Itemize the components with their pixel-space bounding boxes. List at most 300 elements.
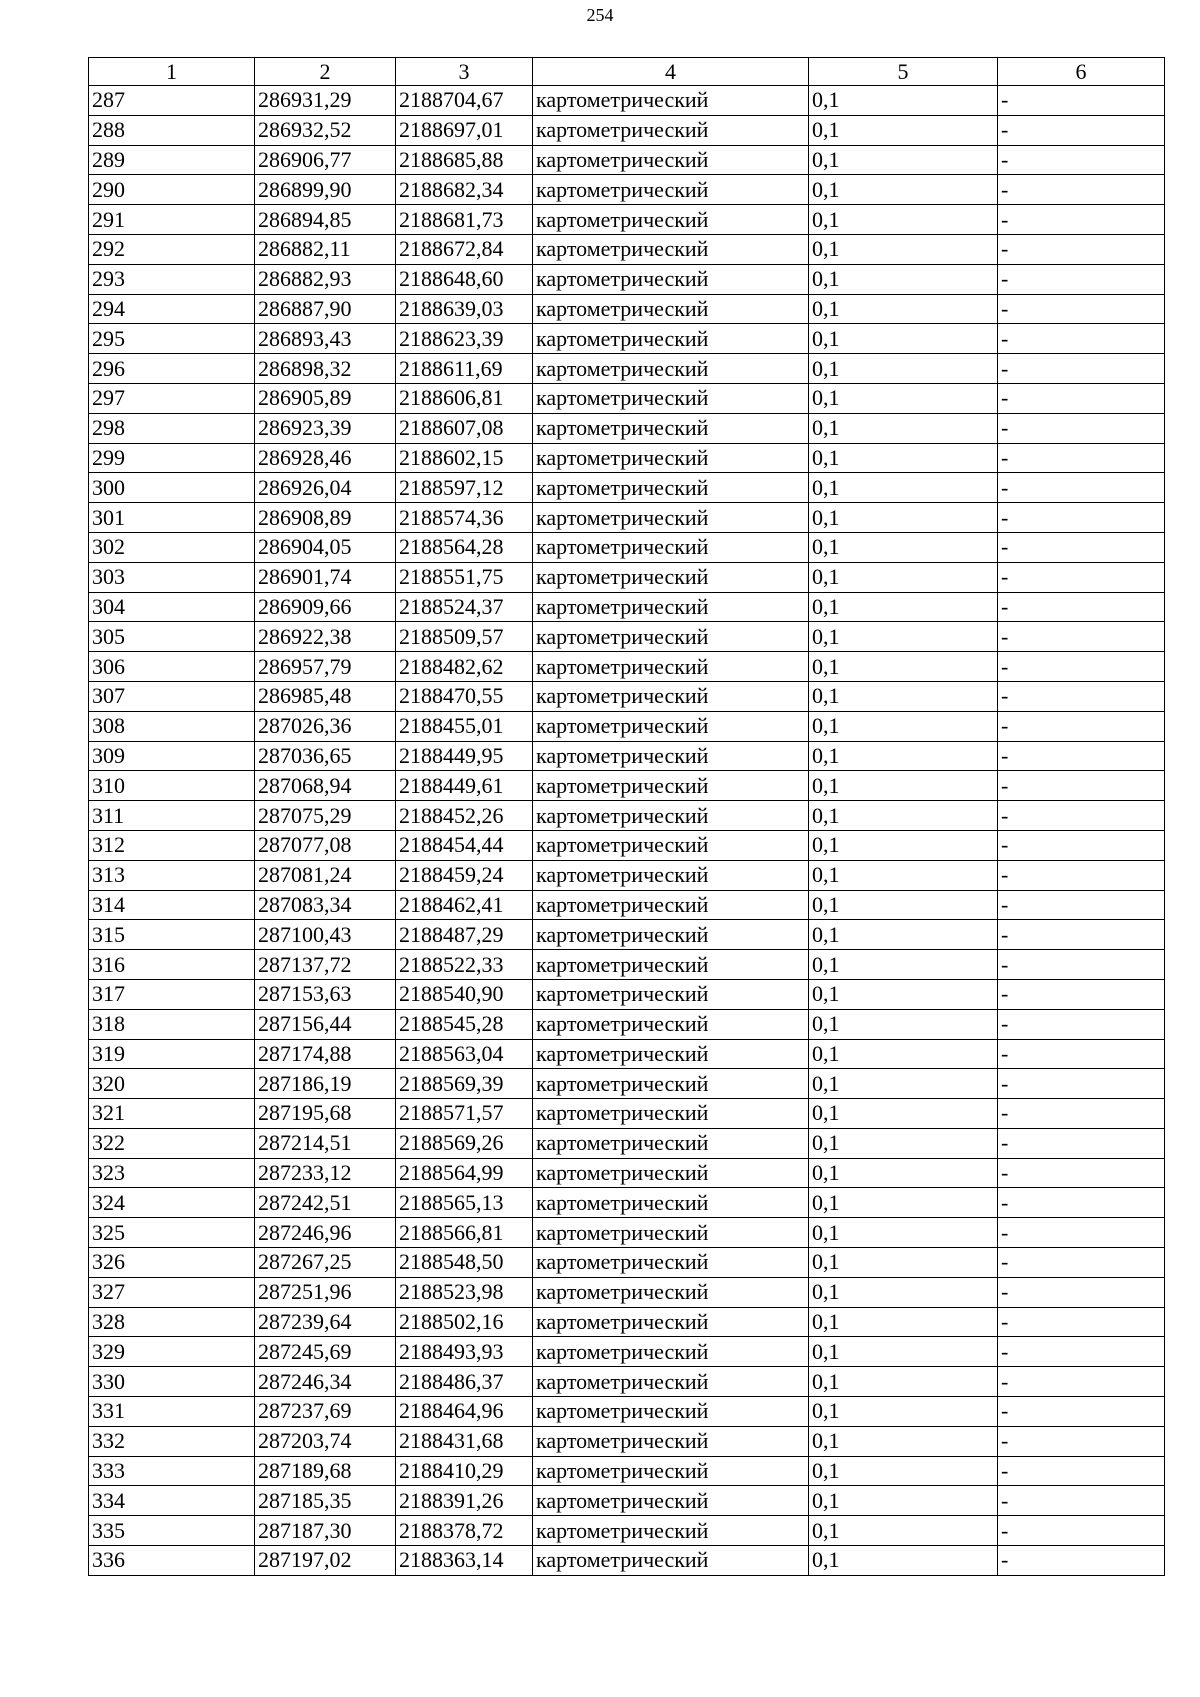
table-cell: 311 bbox=[89, 801, 255, 831]
table-cell: - bbox=[998, 801, 1165, 831]
table-cell: - bbox=[998, 324, 1165, 354]
table-row bbox=[89, 413, 1165, 443]
table-cell: 287251,96 bbox=[255, 1277, 396, 1307]
table-row bbox=[89, 1009, 1165, 1039]
table-cell: 2188574,36 bbox=[396, 503, 533, 533]
table-cell: - bbox=[998, 681, 1165, 711]
column-header: 6 bbox=[998, 58, 1165, 86]
table-cell: 304 bbox=[89, 592, 255, 622]
table-cell: 0,1 bbox=[809, 1367, 998, 1397]
table-cell: - bbox=[998, 532, 1165, 562]
table-cell: 2188509,57 bbox=[396, 622, 533, 652]
table-cell: 0,1 bbox=[809, 1218, 998, 1248]
table-cell: картометрический bbox=[533, 234, 809, 264]
column-header: 2 bbox=[255, 58, 396, 86]
table-cell: картометрический bbox=[533, 413, 809, 443]
table-cell: 296 bbox=[89, 354, 255, 384]
table-row bbox=[89, 711, 1165, 741]
table-cell: 318 bbox=[89, 1009, 255, 1039]
table-cell: картометрический bbox=[533, 1456, 809, 1486]
table-cell: 336 bbox=[89, 1546, 255, 1576]
table-cell: картометрический bbox=[533, 443, 809, 473]
table-cell: 0,1 bbox=[809, 1307, 998, 1337]
table-cell: картометрический bbox=[533, 324, 809, 354]
table-cell: 0,1 bbox=[809, 741, 998, 771]
table-cell: - bbox=[998, 592, 1165, 622]
table-row bbox=[89, 592, 1165, 622]
table-cell: 287197,02 bbox=[255, 1546, 396, 1576]
table-cell: - bbox=[998, 175, 1165, 205]
table-cell: 0,1 bbox=[809, 1486, 998, 1516]
table-cell: 0,1 bbox=[809, 1456, 998, 1486]
table-cell: 286901,74 bbox=[255, 562, 396, 592]
table-row bbox=[89, 1397, 1165, 1427]
table-cell: 2188431,68 bbox=[396, 1426, 533, 1456]
table-row bbox=[89, 324, 1165, 354]
table-row bbox=[89, 1039, 1165, 1069]
table-row bbox=[89, 1128, 1165, 1158]
table-row bbox=[89, 234, 1165, 264]
table-cell: 0,1 bbox=[809, 145, 998, 175]
table-cell: 328 bbox=[89, 1307, 255, 1337]
table-cell: - bbox=[998, 1277, 1165, 1307]
table-cell: 2188482,62 bbox=[396, 652, 533, 682]
table-cell: 320 bbox=[89, 1069, 255, 1099]
table-cell: 287233,12 bbox=[255, 1158, 396, 1188]
table-row bbox=[89, 1516, 1165, 1546]
table-cell: картометрический bbox=[533, 890, 809, 920]
table-row bbox=[89, 652, 1165, 682]
table-row bbox=[89, 830, 1165, 860]
table-cell: картометрический bbox=[533, 592, 809, 622]
table-row bbox=[89, 920, 1165, 950]
table-cell: 0,1 bbox=[809, 354, 998, 384]
table-row bbox=[89, 205, 1165, 235]
table-cell: 303 bbox=[89, 562, 255, 592]
table-cell: 312 bbox=[89, 830, 255, 860]
table-cell: 2188611,69 bbox=[396, 354, 533, 384]
table-row bbox=[89, 145, 1165, 175]
table-cell: - bbox=[998, 1307, 1165, 1337]
table-cell: картометрический bbox=[533, 1486, 809, 1516]
table-cell: - bbox=[998, 1516, 1165, 1546]
table-cell: 287246,34 bbox=[255, 1367, 396, 1397]
table-cell: картометрический bbox=[533, 830, 809, 860]
table-cell: 287026,36 bbox=[255, 711, 396, 741]
table-row bbox=[89, 1337, 1165, 1367]
table-cell: 2188597,12 bbox=[396, 473, 533, 503]
table-cell: 297 bbox=[89, 383, 255, 413]
table-cell: - bbox=[998, 264, 1165, 294]
table-cell: 286908,89 bbox=[255, 503, 396, 533]
table-cell: картометрический bbox=[533, 86, 809, 116]
table-cell: 2188551,75 bbox=[396, 562, 533, 592]
table-cell: 0,1 bbox=[809, 413, 998, 443]
table-cell: - bbox=[998, 383, 1165, 413]
table-cell: 287242,51 bbox=[255, 1188, 396, 1218]
table-cell: 2188462,41 bbox=[396, 890, 533, 920]
table-cell: картометрический bbox=[533, 860, 809, 890]
table-row bbox=[89, 622, 1165, 652]
table-cell: картометрический bbox=[533, 1307, 809, 1337]
table-cell: 0,1 bbox=[809, 175, 998, 205]
table-row bbox=[89, 860, 1165, 890]
table-cell: 335 bbox=[89, 1516, 255, 1546]
table-cell: 2188602,15 bbox=[396, 443, 533, 473]
table-cell: 0,1 bbox=[809, 801, 998, 831]
table-cell: 2188454,44 bbox=[396, 830, 533, 860]
table-cell: 286882,93 bbox=[255, 264, 396, 294]
table-row bbox=[89, 1367, 1165, 1397]
table-cell: - bbox=[998, 145, 1165, 175]
table-cell: 286899,90 bbox=[255, 175, 396, 205]
table-cell: 322 bbox=[89, 1128, 255, 1158]
table-cell: 0,1 bbox=[809, 1069, 998, 1099]
table-cell: 333 bbox=[89, 1456, 255, 1486]
table-cell: - bbox=[998, 562, 1165, 592]
table-cell: 0,1 bbox=[809, 1426, 998, 1456]
table-cell: 2188704,67 bbox=[396, 86, 533, 116]
table-cell: 2188569,39 bbox=[396, 1069, 533, 1099]
table-cell: картометрический bbox=[533, 622, 809, 652]
table-cell: 291 bbox=[89, 205, 255, 235]
table-cell: - bbox=[998, 1158, 1165, 1188]
table-cell: картометрический bbox=[533, 979, 809, 1009]
table-cell: 286887,90 bbox=[255, 294, 396, 324]
table-row bbox=[89, 264, 1165, 294]
table-cell: 2188502,16 bbox=[396, 1307, 533, 1337]
table-cell: 0,1 bbox=[809, 1516, 998, 1546]
table-cell: - bbox=[998, 1009, 1165, 1039]
table-cell: 0,1 bbox=[809, 920, 998, 950]
table-row bbox=[89, 1486, 1165, 1516]
table-row bbox=[89, 1158, 1165, 1188]
table-cell: 286957,79 bbox=[255, 652, 396, 682]
table-cell: 2188564,99 bbox=[396, 1158, 533, 1188]
table-cell: 0,1 bbox=[809, 652, 998, 682]
table-cell: 0,1 bbox=[809, 383, 998, 413]
table-row bbox=[89, 175, 1165, 205]
table-cell: картометрический bbox=[533, 681, 809, 711]
table-cell: 2188682,34 bbox=[396, 175, 533, 205]
table-cell: 306 bbox=[89, 652, 255, 682]
table-cell: 0,1 bbox=[809, 1009, 998, 1039]
table-cell: 308 bbox=[89, 711, 255, 741]
table-row bbox=[89, 383, 1165, 413]
page-number: 254 bbox=[586, 5, 614, 25]
table-cell: картометрический bbox=[533, 1277, 809, 1307]
table-cell: - bbox=[998, 1456, 1165, 1486]
table-cell: 2188648,60 bbox=[396, 264, 533, 294]
table-cell: картометрический bbox=[533, 1099, 809, 1129]
table-row bbox=[89, 503, 1165, 533]
table-cell: - bbox=[998, 1099, 1165, 1129]
table-cell: 287237,69 bbox=[255, 1397, 396, 1427]
table-cell: 287077,08 bbox=[255, 830, 396, 860]
table-cell: 0,1 bbox=[809, 115, 998, 145]
table-cell: 287156,44 bbox=[255, 1009, 396, 1039]
table-cell: картометрический bbox=[533, 294, 809, 324]
table-row bbox=[89, 443, 1165, 473]
table-cell: картометрический bbox=[533, 950, 809, 980]
table-cell: - bbox=[998, 830, 1165, 860]
table-cell: 0,1 bbox=[809, 1397, 998, 1427]
table-cell: картометрический bbox=[533, 383, 809, 413]
table-cell: 2188672,84 bbox=[396, 234, 533, 264]
table-cell: картометрический bbox=[533, 920, 809, 950]
table-cell: картометрический bbox=[533, 115, 809, 145]
table-cell: картометрический bbox=[533, 1069, 809, 1099]
table-cell: 0,1 bbox=[809, 1158, 998, 1188]
table-cell: 0,1 bbox=[809, 1337, 998, 1367]
table-cell: 287239,64 bbox=[255, 1307, 396, 1337]
table-cell: - bbox=[998, 503, 1165, 533]
table-row bbox=[89, 771, 1165, 801]
table-cell: картометрический bbox=[533, 771, 809, 801]
table-cell: 2188522,33 bbox=[396, 950, 533, 980]
table-cell: 332 bbox=[89, 1426, 255, 1456]
table-cell: 286985,48 bbox=[255, 681, 396, 711]
table-row bbox=[89, 562, 1165, 592]
table-cell: - bbox=[998, 1367, 1165, 1397]
table-cell: - bbox=[998, 622, 1165, 652]
table-cell: 0,1 bbox=[809, 1248, 998, 1278]
table-cell: 2188571,57 bbox=[396, 1099, 533, 1129]
table-cell: 2188681,73 bbox=[396, 205, 533, 235]
table-cell: картометрический bbox=[533, 1009, 809, 1039]
table-cell: 0,1 bbox=[809, 1277, 998, 1307]
table-cell: 286893,43 bbox=[255, 324, 396, 354]
table-cell: 2188607,08 bbox=[396, 413, 533, 443]
table-cell: 324 bbox=[89, 1188, 255, 1218]
table-cell: - bbox=[998, 86, 1165, 116]
table-row bbox=[89, 1456, 1165, 1486]
table-row bbox=[89, 354, 1165, 384]
table-cell: 0,1 bbox=[809, 294, 998, 324]
table-cell: 2188464,96 bbox=[396, 1397, 533, 1427]
table-row bbox=[89, 86, 1165, 116]
table-cell: 0,1 bbox=[809, 562, 998, 592]
table-cell: - bbox=[998, 1218, 1165, 1248]
table-cell: 302 bbox=[89, 532, 255, 562]
table-cell: 2188565,13 bbox=[396, 1188, 533, 1218]
table-cell: 288 bbox=[89, 115, 255, 145]
table-cell: 2188524,37 bbox=[396, 592, 533, 622]
table-cell: 286905,89 bbox=[255, 383, 396, 413]
table-cell: 294 bbox=[89, 294, 255, 324]
table-cell: 2188391,26 bbox=[396, 1486, 533, 1516]
table-cell: 0,1 bbox=[809, 950, 998, 980]
table-cell: - bbox=[998, 294, 1165, 324]
table-row bbox=[89, 681, 1165, 711]
table-cell: 0,1 bbox=[809, 532, 998, 562]
table-cell: - bbox=[998, 1337, 1165, 1367]
table-cell: 2188452,26 bbox=[396, 801, 533, 831]
table-cell: 0,1 bbox=[809, 592, 998, 622]
table-cell: 287137,72 bbox=[255, 950, 396, 980]
table-cell: 0,1 bbox=[809, 503, 998, 533]
table-cell: 295 bbox=[89, 324, 255, 354]
table-cell: 323 bbox=[89, 1158, 255, 1188]
table-cell: 329 bbox=[89, 1337, 255, 1367]
table-cell: - bbox=[998, 1486, 1165, 1516]
table-row bbox=[89, 1218, 1165, 1248]
table-cell: 287 bbox=[89, 86, 255, 116]
table-cell: картометрический bbox=[533, 1426, 809, 1456]
table-cell: 314 bbox=[89, 890, 255, 920]
table-cell: 309 bbox=[89, 741, 255, 771]
table-row bbox=[89, 1426, 1165, 1456]
table-cell: 286898,32 bbox=[255, 354, 396, 384]
table-cell: 287245,69 bbox=[255, 1337, 396, 1367]
table-cell: 0,1 bbox=[809, 681, 998, 711]
table-cell: 2188455,01 bbox=[396, 711, 533, 741]
table-cell: 300 bbox=[89, 473, 255, 503]
table-cell: картометрический bbox=[533, 652, 809, 682]
table-cell: картометрический bbox=[533, 801, 809, 831]
table-cell: - bbox=[998, 1188, 1165, 1218]
table-cell: 0,1 bbox=[809, 860, 998, 890]
table-cell: - bbox=[998, 234, 1165, 264]
table-cell: 2188449,95 bbox=[396, 741, 533, 771]
table-cell: - bbox=[998, 1069, 1165, 1099]
table-cell: - bbox=[998, 473, 1165, 503]
table-cell: 287036,65 bbox=[255, 741, 396, 771]
table-cell: картометрический bbox=[533, 1188, 809, 1218]
table-cell: картометрический bbox=[533, 354, 809, 384]
column-header: 4 bbox=[533, 58, 809, 86]
table-cell: картометрический bbox=[533, 1158, 809, 1188]
table-cell: - bbox=[998, 205, 1165, 235]
table-cell: картометрический bbox=[533, 532, 809, 562]
table-cell: 317 bbox=[89, 979, 255, 1009]
table-row bbox=[89, 1248, 1165, 1278]
table-cell: 0,1 bbox=[809, 324, 998, 354]
table-header-row bbox=[89, 58, 1165, 86]
table-cell: картометрический bbox=[533, 205, 809, 235]
table-cell: 0,1 bbox=[809, 622, 998, 652]
table-cell: 0,1 bbox=[809, 771, 998, 801]
column-header: 3 bbox=[396, 58, 533, 86]
table-cell: 2188493,93 bbox=[396, 1337, 533, 1367]
table-cell: 0,1 bbox=[809, 443, 998, 473]
table-cell: 313 bbox=[89, 860, 255, 890]
table-row bbox=[89, 1069, 1165, 1099]
table-cell: 289 bbox=[89, 145, 255, 175]
table-cell: 286931,29 bbox=[255, 86, 396, 116]
table-cell: 0,1 bbox=[809, 1188, 998, 1218]
table-cell: 2188459,24 bbox=[396, 860, 533, 890]
table-cell: 287267,25 bbox=[255, 1248, 396, 1278]
table-cell: картометрический bbox=[533, 473, 809, 503]
table-cell: 2188378,72 bbox=[396, 1516, 533, 1546]
table-cell: - bbox=[998, 860, 1165, 890]
table-row bbox=[89, 1546, 1165, 1576]
table-cell: 286932,52 bbox=[255, 115, 396, 145]
table-cell: 0,1 bbox=[809, 1128, 998, 1158]
table-cell: 2188569,26 bbox=[396, 1128, 533, 1158]
table-cell: 286923,39 bbox=[255, 413, 396, 443]
table-cell: 0,1 bbox=[809, 711, 998, 741]
table-cell: - bbox=[998, 1397, 1165, 1427]
table-cell: картометрический bbox=[533, 1337, 809, 1367]
table-cell: 0,1 bbox=[809, 86, 998, 116]
table-cell: 287246,96 bbox=[255, 1218, 396, 1248]
table-cell: 287068,94 bbox=[255, 771, 396, 801]
table-cell: картометрический bbox=[533, 711, 809, 741]
table-cell: 0,1 bbox=[809, 1546, 998, 1576]
table-cell: 287083,34 bbox=[255, 890, 396, 920]
table-cell: 287174,88 bbox=[255, 1039, 396, 1069]
table-cell: 2188540,90 bbox=[396, 979, 533, 1009]
table-cell: 292 bbox=[89, 234, 255, 264]
table-row bbox=[89, 294, 1165, 324]
table-cell: - bbox=[998, 1546, 1165, 1576]
table-cell: картометрический bbox=[533, 562, 809, 592]
table-cell: 287075,29 bbox=[255, 801, 396, 831]
table-cell: 286904,05 bbox=[255, 532, 396, 562]
table-cell: 287214,51 bbox=[255, 1128, 396, 1158]
table-cell: 331 bbox=[89, 1397, 255, 1427]
table-cell: 287195,68 bbox=[255, 1099, 396, 1129]
table-cell: 326 bbox=[89, 1248, 255, 1278]
table-cell: 334 bbox=[89, 1486, 255, 1516]
table-cell: 307 bbox=[89, 681, 255, 711]
table-cell: 299 bbox=[89, 443, 255, 473]
table-row bbox=[89, 801, 1165, 831]
table-cell: 286894,85 bbox=[255, 205, 396, 235]
table-cell: 0,1 bbox=[809, 205, 998, 235]
coordinates-table bbox=[88, 57, 1165, 1576]
table-cell: - bbox=[998, 115, 1165, 145]
table-cell: 286928,46 bbox=[255, 443, 396, 473]
table-cell: 287153,63 bbox=[255, 979, 396, 1009]
table-cell: - bbox=[998, 1426, 1165, 1456]
table-cell: 287100,43 bbox=[255, 920, 396, 950]
table-cell: 286926,04 bbox=[255, 473, 396, 503]
table-cell: картометрический bbox=[533, 175, 809, 205]
table-cell: - bbox=[998, 354, 1165, 384]
table-cell: 0,1 bbox=[809, 830, 998, 860]
table-cell: - bbox=[998, 1248, 1165, 1278]
table-cell: картометрический bbox=[533, 1248, 809, 1278]
table-cell: - bbox=[998, 979, 1165, 1009]
table-cell: 301 bbox=[89, 503, 255, 533]
table-cell: - bbox=[998, 443, 1165, 473]
table-cell: 327 bbox=[89, 1277, 255, 1307]
table-row bbox=[89, 950, 1165, 980]
table-cell: картометрический bbox=[533, 1397, 809, 1427]
table-cell: картометрический bbox=[533, 1546, 809, 1576]
table-row bbox=[89, 532, 1165, 562]
table-row bbox=[89, 1277, 1165, 1307]
table-cell: - bbox=[998, 1039, 1165, 1069]
table-cell: 2188486,37 bbox=[396, 1367, 533, 1397]
table-row bbox=[89, 1099, 1165, 1129]
table-row bbox=[89, 741, 1165, 771]
table-cell: картометрический bbox=[533, 503, 809, 533]
table-cell: 321 bbox=[89, 1099, 255, 1129]
table-cell: 293 bbox=[89, 264, 255, 294]
table-cell: - bbox=[998, 741, 1165, 771]
table-row bbox=[89, 1188, 1165, 1218]
column-header: 1 bbox=[89, 58, 255, 86]
table-cell: 0,1 bbox=[809, 890, 998, 920]
table-cell: 2188639,03 bbox=[396, 294, 533, 324]
table-row bbox=[89, 115, 1165, 145]
table-row bbox=[89, 473, 1165, 503]
table-cell: - bbox=[998, 920, 1165, 950]
